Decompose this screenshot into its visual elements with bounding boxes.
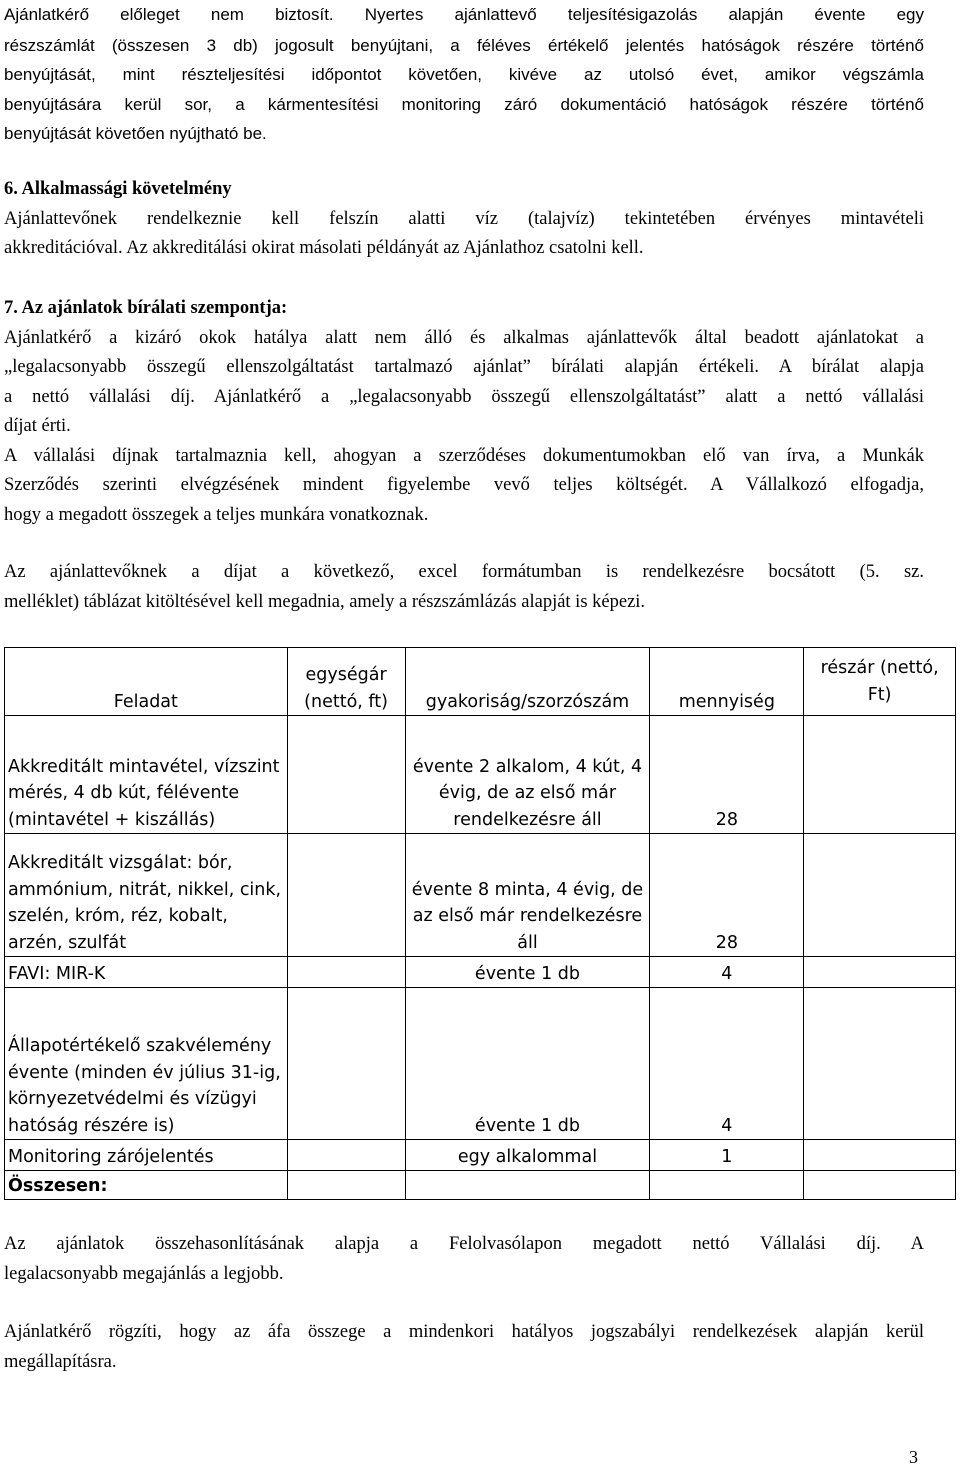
cell-egysegar (287, 1171, 405, 1200)
closing-1-line-2: legalacsonyabb megajánlás a legjobb. (4, 1263, 284, 1284)
cell-feladat: Állapotértékelő szakvélemény évente (minden év július 31-ig, környezetvédelmi és vízügyi hatóság részére is) (5, 988, 288, 1140)
table-row (5, 957, 956, 988)
section-7-line-4: díjat érti. (4, 416, 71, 436)
section-7-line-2: „legalacsonyabb összegű ellenszolgáltatást tartalmazó ajánlat” bírálati alapján értékeli. A bírálat alapja (4, 357, 924, 377)
cell-reszar (804, 1140, 956, 1171)
intro-line-2: részszámlát (összesen 3 db) jogosult benyújtani, a féléves értékelő jelentés hatóságok részére történő (4, 35, 924, 55)
cell-osszesen: Összesen: (5, 1171, 288, 1200)
cell-mennyiseg: 28 (650, 716, 804, 834)
intro-paragraph (4, 0, 924, 149)
cell-mennyiseg (650, 1171, 804, 1200)
cell-gyakorisag: évente 1 db (405, 957, 650, 988)
section-7-heading: 7. Az ajánlatok bírálati szempontja: (4, 298, 288, 318)
section-7-line-6: Szerződés szerinti elvégzésének mindent figyelembe vevő teljes költségét. A Vállalkozó elfogadja, (4, 475, 924, 495)
cell-feladat: FAVI: MIR-K (5, 957, 288, 988)
intro-line-3: benyújtását, mint részteljesítési időpontot követően, kivéve az utolsó évet, amikor végszámla (4, 65, 924, 84)
cell-egysegar (287, 716, 405, 834)
table-row (5, 1140, 956, 1171)
cell-reszar (804, 834, 956, 957)
cell-mennyiseg: 4 (650, 988, 804, 1140)
table-total-row (5, 1171, 956, 1200)
header-mennyiseg: mennyiség (650, 648, 804, 716)
cell-gyakorisag: egy alkalommal (405, 1140, 650, 1171)
excel-line-1: Az ajánlattevőknek a díjat a következő, excel formátumban is rendelkezésre bocsátott (5. sz. (4, 562, 924, 582)
section-7-line-7: hogy a megadott összegek a teljes munkára vonatkoznak. (4, 504, 429, 525)
cell-feladat: Akkreditált mintavétel, vízszint mérés, 4 db kút, félévente (mintavétel + kiszállás) (5, 716, 288, 834)
excel-line-2: melléklet) táblázat kitöltésével kell megadnia, amely a részszámlázás alapját is képezi. (4, 591, 646, 612)
closing-paragraph-1 (4, 1230, 924, 1289)
section-6-line-1: Ajánlattevőnek rendelkeznie kell felszín alatti víz (talajvíz) tekintetében érvényes mintavételi (4, 208, 924, 229)
cell-reszar (804, 1171, 956, 1200)
closing-paragraph-2 (4, 1318, 924, 1377)
header-feladat: Feladat (5, 648, 288, 716)
cell-gyakorisag: évente 1 db (405, 988, 650, 1140)
intro-line-4: benyújtására kerül sor, a kármentesítési monitoring záró dokumentáció hatóságok részére történő (4, 94, 924, 114)
cell-egysegar (287, 1140, 405, 1171)
cell-egysegar (287, 988, 405, 1140)
cell-gyakorisag: évente 8 minta, 4 évig, de az első már rendelkezésre áll (405, 834, 650, 957)
excel-paragraph (4, 558, 924, 617)
cell-reszar (804, 988, 956, 1140)
section-7-line-5: A vállalási díjnak tartalmaznia kell, ahogyan a szerződéses dokumentumokban elő van írva, a Munkák (4, 445, 924, 466)
cell-reszar (804, 716, 956, 834)
section-7-line-1: Ajánlatkérő a kizáró okok hatálya alatt nem álló és alkalmas ajánlattevők által beadott ajánlatokat a (4, 327, 924, 348)
table-header-row (5, 648, 956, 716)
page-number: 3 (909, 1447, 918, 1467)
cell-mennyiseg: 28 (650, 834, 804, 957)
cell-reszar (804, 957, 956, 988)
cell-gyakorisag (405, 1171, 650, 1200)
closing-2-line-1: Ajánlatkérő rögzíti, hogy az áfa összege a mindenkori hatályos jogszabályi rendelkezések alapján kerül (4, 1322, 924, 1342)
closing-1-line-1: Az ajánlatok összehasonlításának alapja a Felolvasólapon megadott nettó Vállalási díj. A (4, 1234, 924, 1254)
section-6-line-2: akkreditációval. Az akkreditálási okirat másolati példányát az Ajánlathoz csatolni kell. (4, 238, 644, 258)
header-reszar: részár (nettó, Ft) (804, 648, 956, 716)
section-7 (4, 294, 924, 530)
closing-2-line-2: megállapításra. (4, 1351, 117, 1372)
cell-mennyiseg: 4 (650, 957, 804, 988)
section-6 (4, 175, 924, 264)
cell-egysegar (287, 957, 405, 988)
cell-mennyiseg: 1 (650, 1140, 804, 1171)
intro-line-5: benyújtását követően nyújtható be. (4, 124, 267, 143)
header-gyakorisag: gyakoriság/szorzószám (405, 648, 650, 716)
cell-feladat: Akkreditált vizsgálat: bór, ammónium, nitrát, nikkel, cink, szelén, króm, réz, kobalt, arzén, szulfát (5, 834, 288, 957)
section-6-heading: 6. Alkalmassági követelmény (4, 179, 232, 199)
section-7-line-3: a nettó vállalási díj. Ajánlatkérő a „legalacsonyabb összegű ellenszolgáltatást” alatt a nettó vállalási (4, 386, 924, 407)
cell-gyakorisag: évente 2 alkalom, 4 kút, 4 évig, de az első már rendelkezésre áll (405, 716, 650, 834)
pricing-table (4, 647, 956, 1200)
table-row (5, 988, 956, 1140)
intro-line-1: Ajánlatkérő előleget nem biztosít. Nyertes ajánlattevő teljesítésigazolás alapján évente egy (4, 5, 924, 24)
header-egysegar: egységár (nettó, ft) (287, 648, 405, 716)
cell-feladat: Monitoring zárójelentés (5, 1140, 288, 1171)
table-row (5, 834, 956, 957)
table-row (5, 716, 956, 834)
cell-egysegar (287, 834, 405, 957)
